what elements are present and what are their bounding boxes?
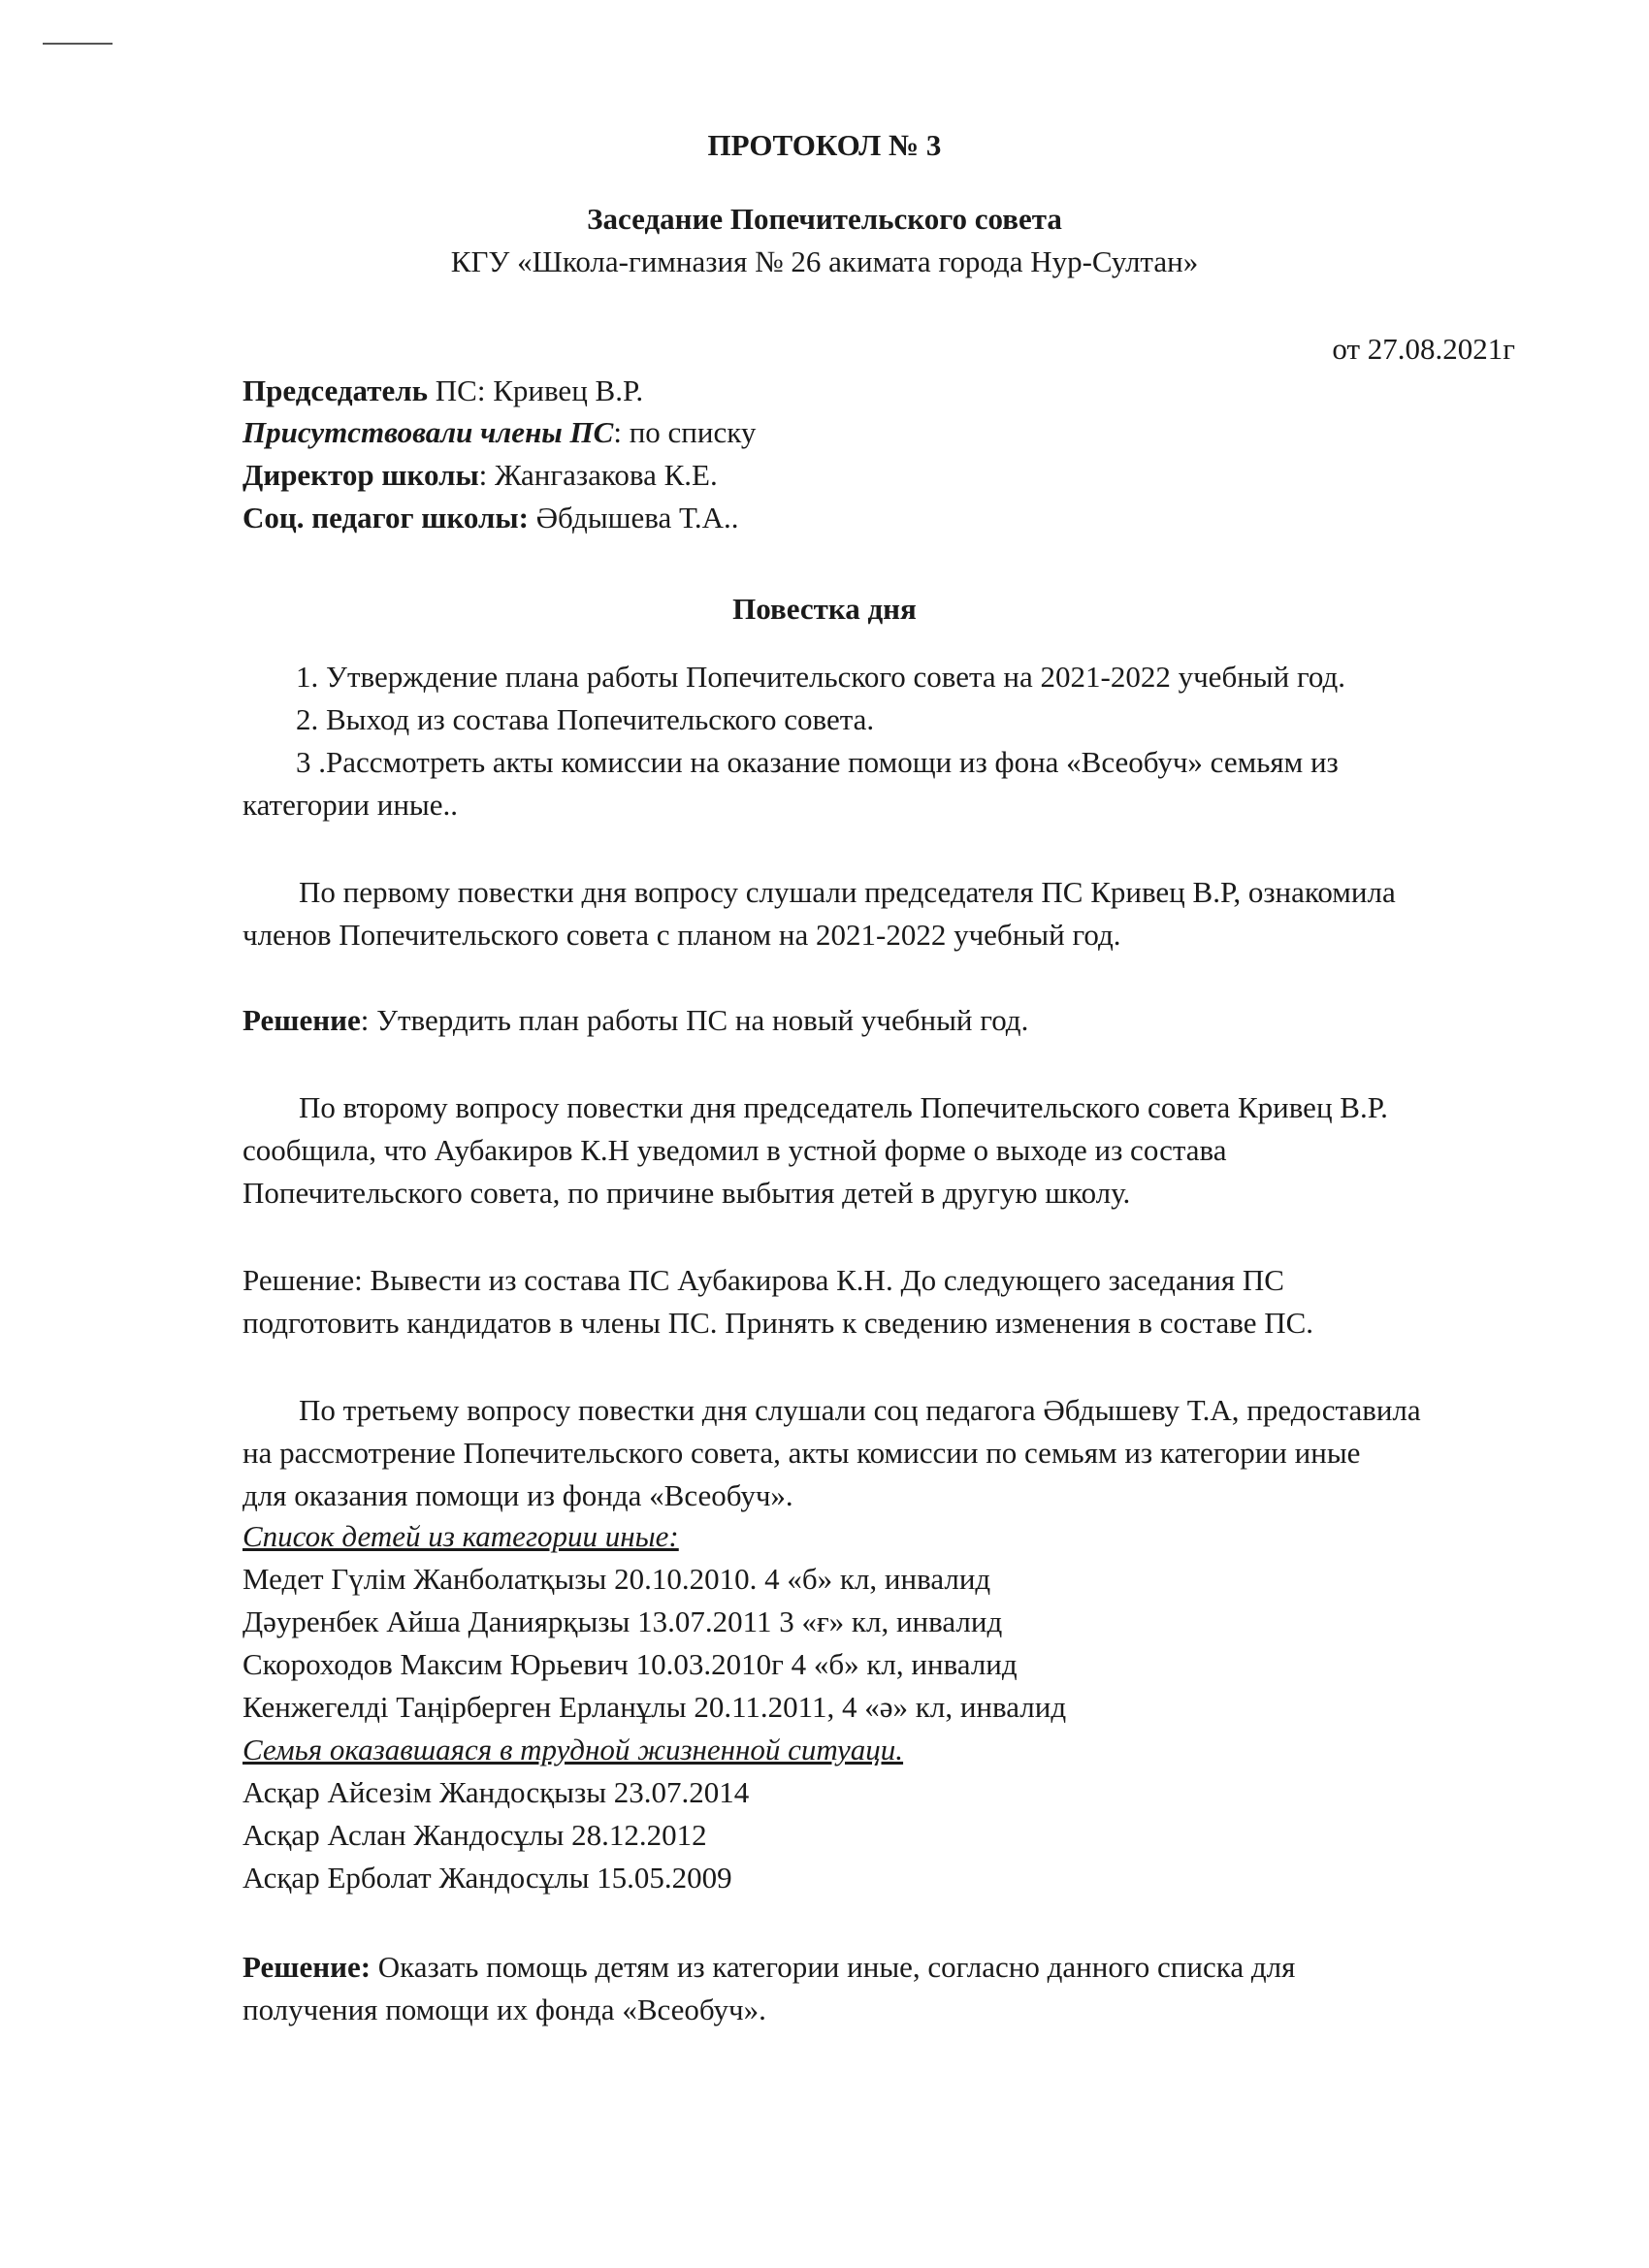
list-item: Скороходов Максим Юрьевич 10.03.2010г 4 «б» кл, инвалид [242, 1647, 1018, 1681]
list-item: Медет Гүлім Жанболатқызы 20.10.2010. 4 «б» кл, инвалид [242, 1562, 991, 1596]
present-label: Присутствовали члены ПС [242, 415, 614, 449]
q3-line-3: для оказания помощи из фонда «Всеобуч». [242, 1478, 793, 1512]
chair-label: Председатель [242, 373, 429, 407]
organization-name: КГУ «Школа-гимназия № 26 акимата города Нур-Султан» [450, 244, 1199, 278]
social-teacher-value: Әбдышева Т.А.. [528, 501, 739, 535]
list-item: Асқар Ерболат Жандосұлы 15.05.2009 [242, 1861, 732, 1895]
director-value: : Жангазакова К.Е. [478, 458, 718, 492]
present-line [242, 415, 756, 450]
social-teacher-label: Соц. педагог школы: [242, 501, 529, 535]
agenda-item-2: 2. Выход из состава Попечительского совета. [296, 702, 875, 736]
agenda-item-1: 1. Утверждение плана работы Попечительского совета на 2021-2022 учебный год. [296, 660, 1346, 694]
meeting-subtitle: Заседание Попечительского совета [587, 202, 1062, 236]
q2-line-2: сообщила, что Аубакиров К.Н уведомил в устной форме о выходе из состава [242, 1133, 1227, 1167]
q3-decision-label: Решение: [242, 1950, 372, 1984]
q1-decision-label: Решение [242, 1003, 361, 1037]
list-item: Асқар Аслан Жандосұлы 28.12.2012 [242, 1818, 707, 1852]
director-line [242, 458, 718, 493]
protocol-date: от 27.08.2021г [1332, 332, 1515, 366]
q3-decision-text: Оказать помощь детям из категории иные, согласно данного списка для [371, 1950, 1296, 1984]
children-list-title: Список детей из категории иные: [242, 1519, 679, 1553]
list-item: Кенжегелді Таңірберген Ерланұлы 20.11.2011, 4 «ә» кл, инвалид [242, 1690, 1067, 1724]
q2-decision-line-1: Решение: Вывести из состава ПС Аубакирова К.Н. До следующего заседания ПС [242, 1263, 1284, 1297]
q1-line-1: По первому повестки дня вопросу слушали председателя ПС Кривец В.Р, ознакомила [299, 875, 1396, 909]
agenda-item-3-line-1: 3 .Рассмотреть акты комиссии на оказание помощи из фона «Всеобуч» семьям из [296, 745, 1339, 779]
scan-mark [43, 43, 113, 45]
q3-line-1: По третьему вопросу повестки дня слушали соц педагога Әбдышеву Т.А, предоставила [299, 1393, 1421, 1427]
q2-line-3: Попечительского совета, по причине выбытия детей в другую школу. [242, 1176, 1131, 1210]
present-value: : по списку [613, 415, 757, 449]
agenda-item-3-line-2: категории иные.. [242, 788, 458, 822]
protocol-title: ПРОТОКОЛ № 3 [707, 128, 942, 162]
q3-decision-line-1 [242, 1950, 1295, 1985]
director-label: Директор школы [242, 458, 479, 492]
chair-line [242, 373, 643, 408]
social-teacher-line [242, 501, 739, 535]
agenda-title: Повестка дня [732, 592, 917, 626]
chair-value: ПС: Кривец В.Р. [428, 373, 644, 407]
list-item: Дәуренбек Айша Даниярқызы 13.07.2011 3 «ғ» кл, инвалид [242, 1604, 1003, 1638]
q3-decision-line-2: получения помощи их фонда «Всеобуч». [242, 1993, 766, 2026]
q1-decision-text: : Утвердить план работы ПС на новый учебный год. [360, 1003, 1029, 1037]
q1-line-2: членов Попечительского совета с планом на 2021-2022 учебный год. [242, 918, 1121, 952]
family-list-title: Семья оказавшаяся в трудной жизненной ситуаци. [242, 1733, 904, 1766]
q1-decision [242, 1003, 1028, 1038]
q3-line-2: на рассмотрение Попечительского совета, акты комиссии по семьям из категории иные [242, 1436, 1361, 1470]
q2-line-1: По второму вопросу повестки дня председатель Попечительского совета Кривец В.Р. [299, 1090, 1388, 1124]
q2-decision-line-2: подготовить кандидатов в члены ПС. Принять к сведению изменения в составе ПС. [242, 1306, 1314, 1340]
list-item: Асқар Айсезім Жандосқызы 23.07.2014 [242, 1775, 750, 1809]
